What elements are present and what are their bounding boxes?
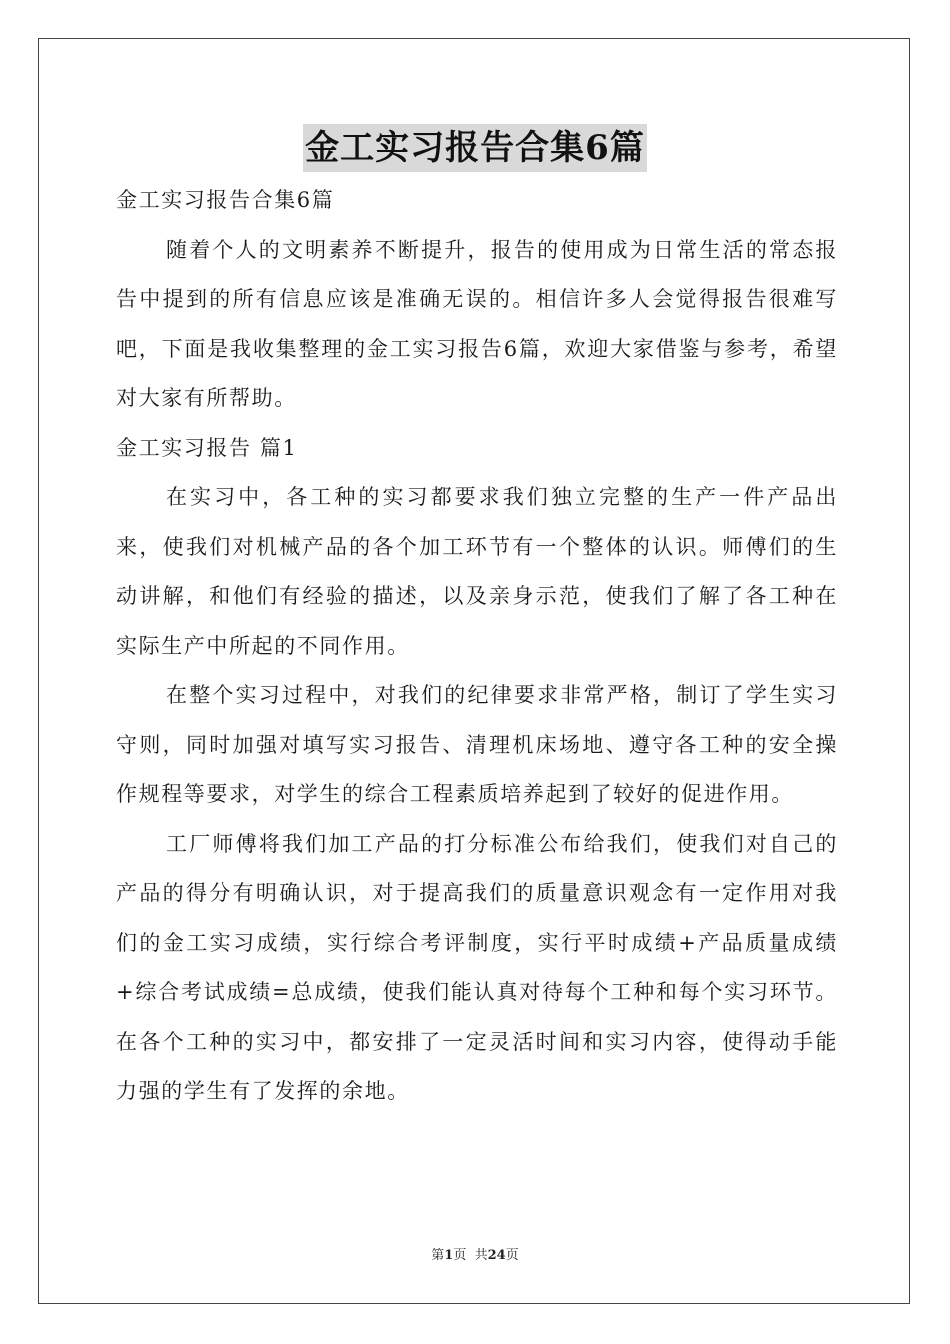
footer-suffix: 页 [505, 1248, 519, 1263]
body-paragraph: 在整个实习过程中，对我们的纪律要求非常严格，制订了学生实习守则，同时加强对填写实习报告、清理机床场地、遵守各工种的安全操作规程等要求，对学生的综合工程素质培养起到了较好的促进作用。 [116, 683, 838, 806]
section-heading: 金工实习报告 篇1 [116, 435, 298, 460]
document-title: 金工实习报告合集6篇 [303, 124, 647, 172]
footer-total-pages: 24 [487, 1248, 506, 1263]
body-paragraph: 工厂师傅将我们加工产品的打分标准公布给我们，使我们对自己的产品的得分有明确认识，对于提高我们的质量意识观念有一定作用对我们的金工实习成绩，实行综合考评制度，实行平时成绩+产品质量成绩+综合考试成绩=总成绩，使我们能认真对待每个工种和每个实习环节。在各个工种的实习中，都安排了一定灵活时间和实习内容，使得动手能力强的学生有了发挥的余地。 [116, 831, 838, 1103]
footer-mid: 页 共 [453, 1248, 488, 1263]
body-paragraph: 在实习中，各工种的实习都要求我们独立完整的生产一件产品出来，使我们对机械产品的各个加工环节有一个整体的认识。师傅们的生动讲解，和他们有经验的描述，以及亲身示范，使我们了解了各工种在实际生产中所起的不同作用。 [116, 485, 838, 658]
footer-prefix: 第 [431, 1248, 445, 1263]
title-container [0, 124, 950, 172]
section-heading: 金工实习报告合集6篇 [116, 188, 335, 212]
body-paragraph: 随着个人的文明素养不断提升，报告的使用成为日常生活的常态报告中提到的所有信息应该是准确无误的。相信许多人会觉得报告很难写吧，下面是我收集整理的金工实习报告6篇，欢迎大家借鉴与参考，希望对大家有所帮助。 [116, 237, 838, 410]
footer-current-page: 1 [444, 1248, 454, 1263]
document-body [116, 176, 838, 1117]
page-footer [0, 1244, 950, 1263]
